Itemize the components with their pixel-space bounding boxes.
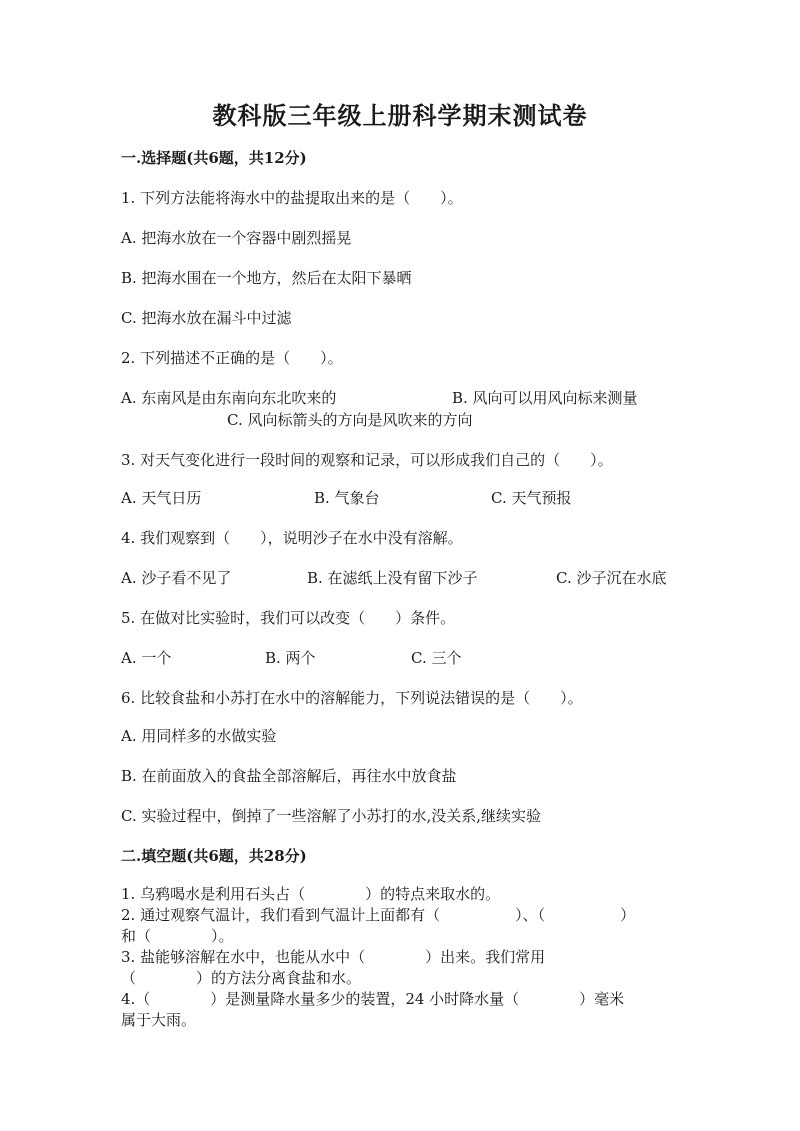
section2-heading: 二.填空题(共6题，共28分) <box>121 847 307 865</box>
q4-option-a: A. 沙子看不见了 <box>121 569 232 587</box>
fill-line: 和（ ）。 <box>121 927 234 945</box>
fill-line: 3. 盐能够溶解在水中，也能从水中（ ）出来。我们常用 <box>121 948 546 966</box>
q5-option-a: A. 一个 <box>121 649 172 667</box>
q4-stem: 4. 我们观察到（ ），说明沙子在水中没有溶解。 <box>121 529 463 547</box>
q3-option-c: C. 天气预报 <box>491 489 572 507</box>
section1-heading: 一.选择题(共6题，共12分) <box>121 149 307 167</box>
q2-option-c: C. 风向标箭头的方向是风吹来的方向 <box>227 411 473 429</box>
q5-option-b: B. 两个 <box>265 649 316 667</box>
q1-stem: 1. 下列方法能将海水中的盐提取出来的是（ ）。 <box>121 189 463 207</box>
q6-stem: 6. 比较食盐和小苏打在水中的溶解能力，下列说法错误的是（ ）。 <box>121 689 583 707</box>
q3-option-b: B. 气象台 <box>314 489 380 507</box>
fill-line: 1. 乌鸦喝水是利用石头占（ ）的特点来取水的。 <box>121 885 501 903</box>
fill-line: （ ）的方法分离食盐和水。 <box>121 969 362 987</box>
q6-option-a: A. 用同样多的水做实验 <box>121 727 277 745</box>
q1-option-a: A. 把海水放在一个容器中剧烈摇晃 <box>121 229 352 247</box>
fill-line: 属于大雨。 <box>121 1011 197 1029</box>
q4-option-c: C. 沙子沉在水底 <box>556 569 667 587</box>
fill-line: 4.（ ）是测量降水量多少的装置，24 小时降水量（ ）毫米 <box>121 990 625 1008</box>
q6-option-b: B. 在前面放入的食盐全部溶解后，再往水中放食盐 <box>121 767 457 785</box>
q5-stem: 5. 在做对比实验时，我们可以改变（ ）条件。 <box>121 609 456 627</box>
fill-line: 2. 通过观察气温计，我们看到气温计上面都有（ ）、（ ） <box>121 906 636 924</box>
q3-option-a: A. 天气日历 <box>121 489 202 507</box>
exam-title: 教科版三年级上册科学期末测试卷 <box>212 101 588 130</box>
q4-option-b: B. 在滤纸上没有留下沙子 <box>307 569 478 587</box>
q2-stem: 2. 下列描述不正确的是（ ）。 <box>121 349 343 367</box>
q1-option-b: B. 把海水围在一个地方，然后在太阳下暴晒 <box>121 269 412 287</box>
q3-stem: 3. 对天气变化进行一段时间的观察和记录，可以形成我们自己的（ ）。 <box>121 451 613 469</box>
q2-option-a: A. 东南风是由东南向东北吹来的 <box>121 389 337 407</box>
q5-option-c: C. 三个 <box>411 649 462 667</box>
q1-option-c: C. 把海水放在漏斗中过滤 <box>121 309 292 327</box>
q6-option-c: C. 实验过程中，倒掉了一些溶解了小苏打的水,没关系,继续实验 <box>121 807 542 825</box>
q2-option-b: B. 风向可以用风向标来测量 <box>452 389 638 407</box>
